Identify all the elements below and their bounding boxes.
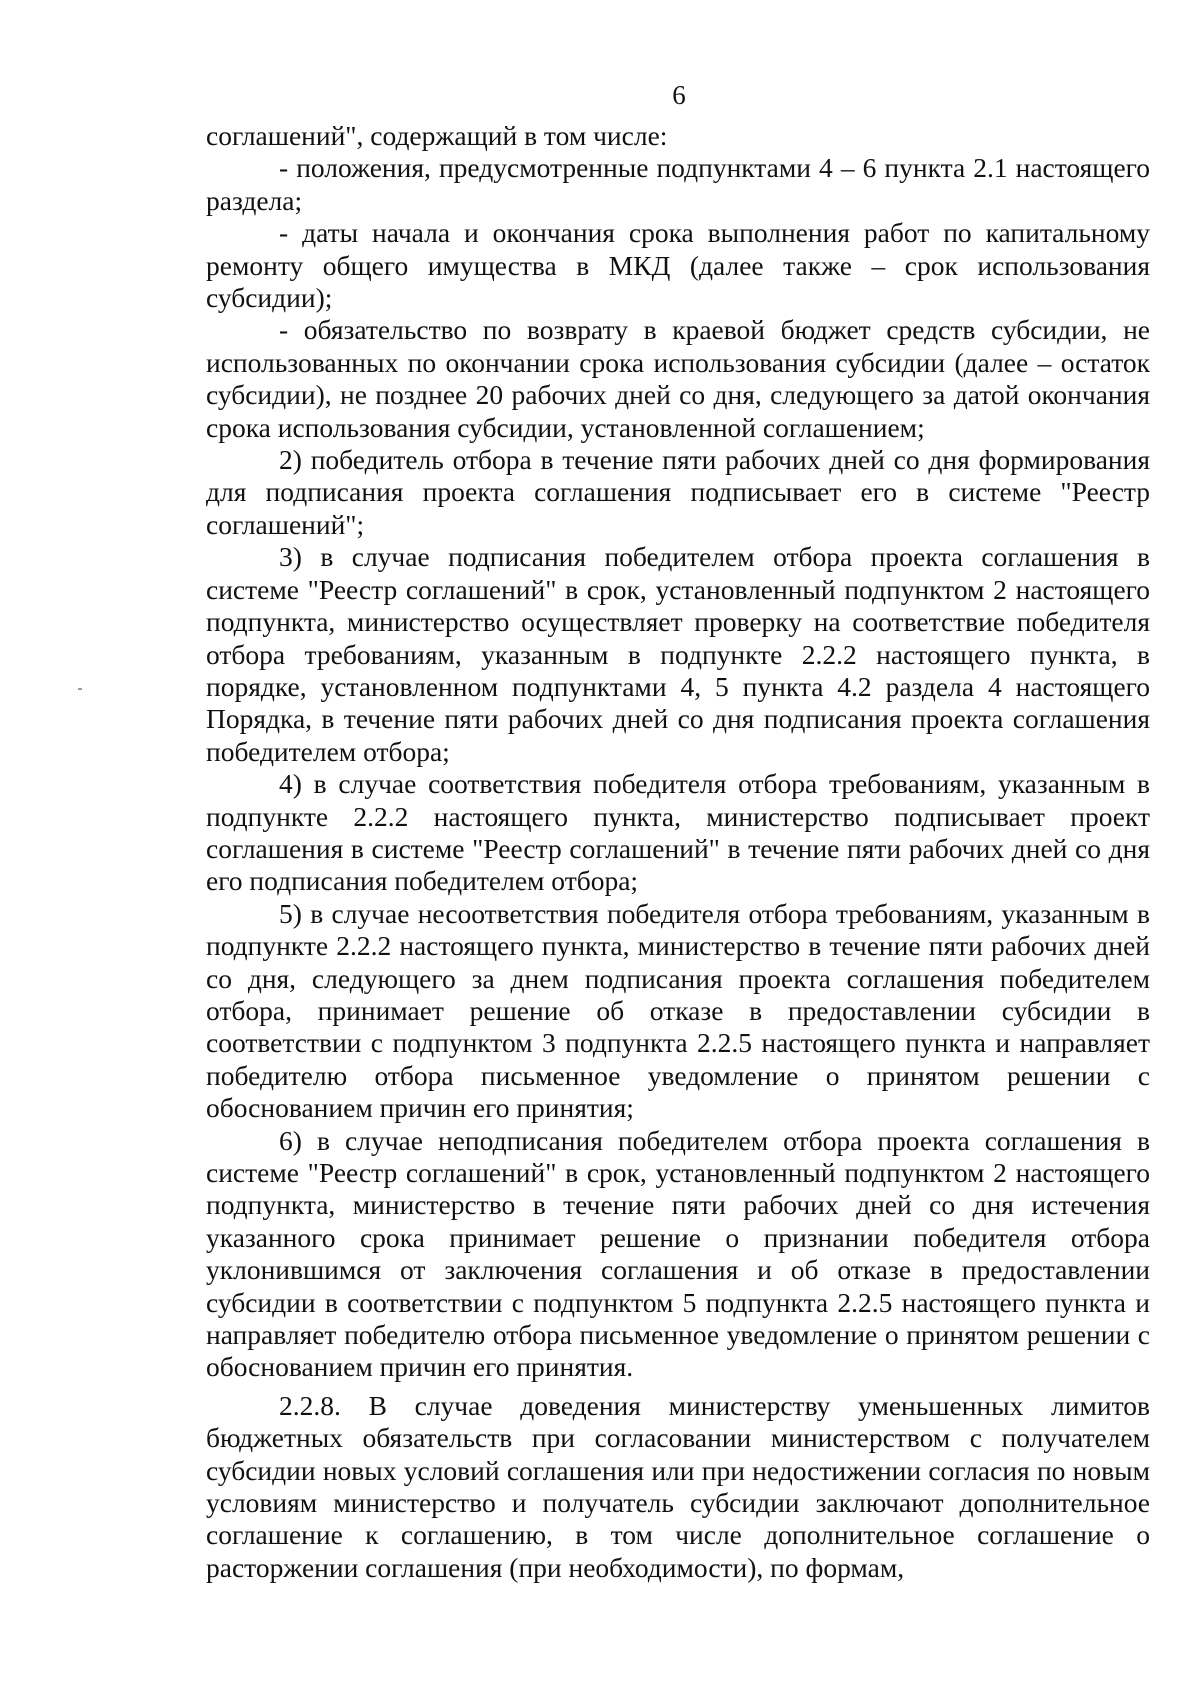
paragraph-item-4: 4) в случае соответствия победителя отбора требованиям, указанным в подпункте 2.2.2 настоящего пункта, министерство подписывает проект соглашения в системе "Реестр соглашений" в течение пяти рабочих дней со дня его подписания победителем отбора;	[206, 768, 1150, 897]
paragraph-list-item-dates: - даты начала и окончания срока выполнения работ по капитальному ремонту общего имущества в МКД (далее также – срок использования субсидии);	[206, 217, 1150, 314]
paragraph-section-2-2-8: 2.2.8. В случае доведения министерству уменьшенных лимитов бюджетных обязательств при согласовании министерством с получателем субсидии новых условий соглашения или при недостижении согласия по новым условиям министерство и получатель субсидии заключают дополнительное соглашение к соглашению, в том числе дополнительное соглашение о расторжении соглашения (при необходимости), по формам,	[206, 1389, 1150, 1583]
paragraph-item-6: 6) в случае неподписания победителем отбора проекта соглашения в системе "Реестр соглашений" в срок, установленный подпунктом 2 настоящего подпункта, министерство в течение пяти рабочих дней со дня истечения указанного срока принимает решение о признании победителя отбора уклонившимся от заключения соглашения и об отказе в предоставлении субсидии в соответствии с подпунктом 5 подпункта 2.2.5 настоящего пункта и направляет победителю отбора письменное уведомление о принятом решении с обоснованием причин его принятия.	[206, 1124, 1150, 1383]
paragraph-item-3: 3) в случае подписания победителем отбора проекта соглашения в системе "Реестр соглашений" в срок, установленный подпунктом 2 настоящего подпункта, министерство осуществляет проверку на соответствие победителя отбора требованиям, указанным в подпункте 2.2.2 настоящего пункта, в порядке, установленном подпунктами 4, 5 пункта 4.2 раздела 4 настоящего Порядка, в течение пяти рабочих дней со дня подписания проекта соглашения победителем отбора;	[206, 541, 1150, 767]
page-number: 6	[672, 80, 686, 110]
paragraph-list-item-provisions: - положения, предусмотренные подпунктами 4 – 6 пункта 2.1 настоящего раздела;	[206, 152, 1150, 216]
scan-artifact-mark	[78, 688, 82, 690]
paragraph-continuation: соглашений", содержащий в том числе:	[206, 120, 668, 151]
paragraph-item-5: 5) в случае несоответствия победителя отбора требованиям, указанным в подпункте 2.2.2 настоящего пункта, министерство в течение пяти рабочих дней со дня, следующего за днем подписания проекта соглашения победителем отбора, принимает решение об отказе в предоставлении субсидии в соответствии с подпунктом 3 подпункта 2.2.5 настоящего пункта и направляет победителю отбора письменное уведомление о принятом решении с обоснованием причин его принятия;	[206, 897, 1150, 1124]
paragraph-item-2: 2) победитель отбора в течение пяти рабочих дней со дня формирования для подписания проекта соглашения подписывает его в системе "Реестр соглашений";	[206, 444, 1150, 540]
document-body	[206, 120, 1150, 1584]
paragraph-list-item-obligation: - обязательство по возврату в краевой бюджет средств субсидии, не использованных по окончании срока использования субсидии (далее – остаток субсидии), не позднее 20 рабочих дней со дня, следующего за датой окончания срока использования субсидии, установленной соглашением;	[206, 314, 1150, 443]
